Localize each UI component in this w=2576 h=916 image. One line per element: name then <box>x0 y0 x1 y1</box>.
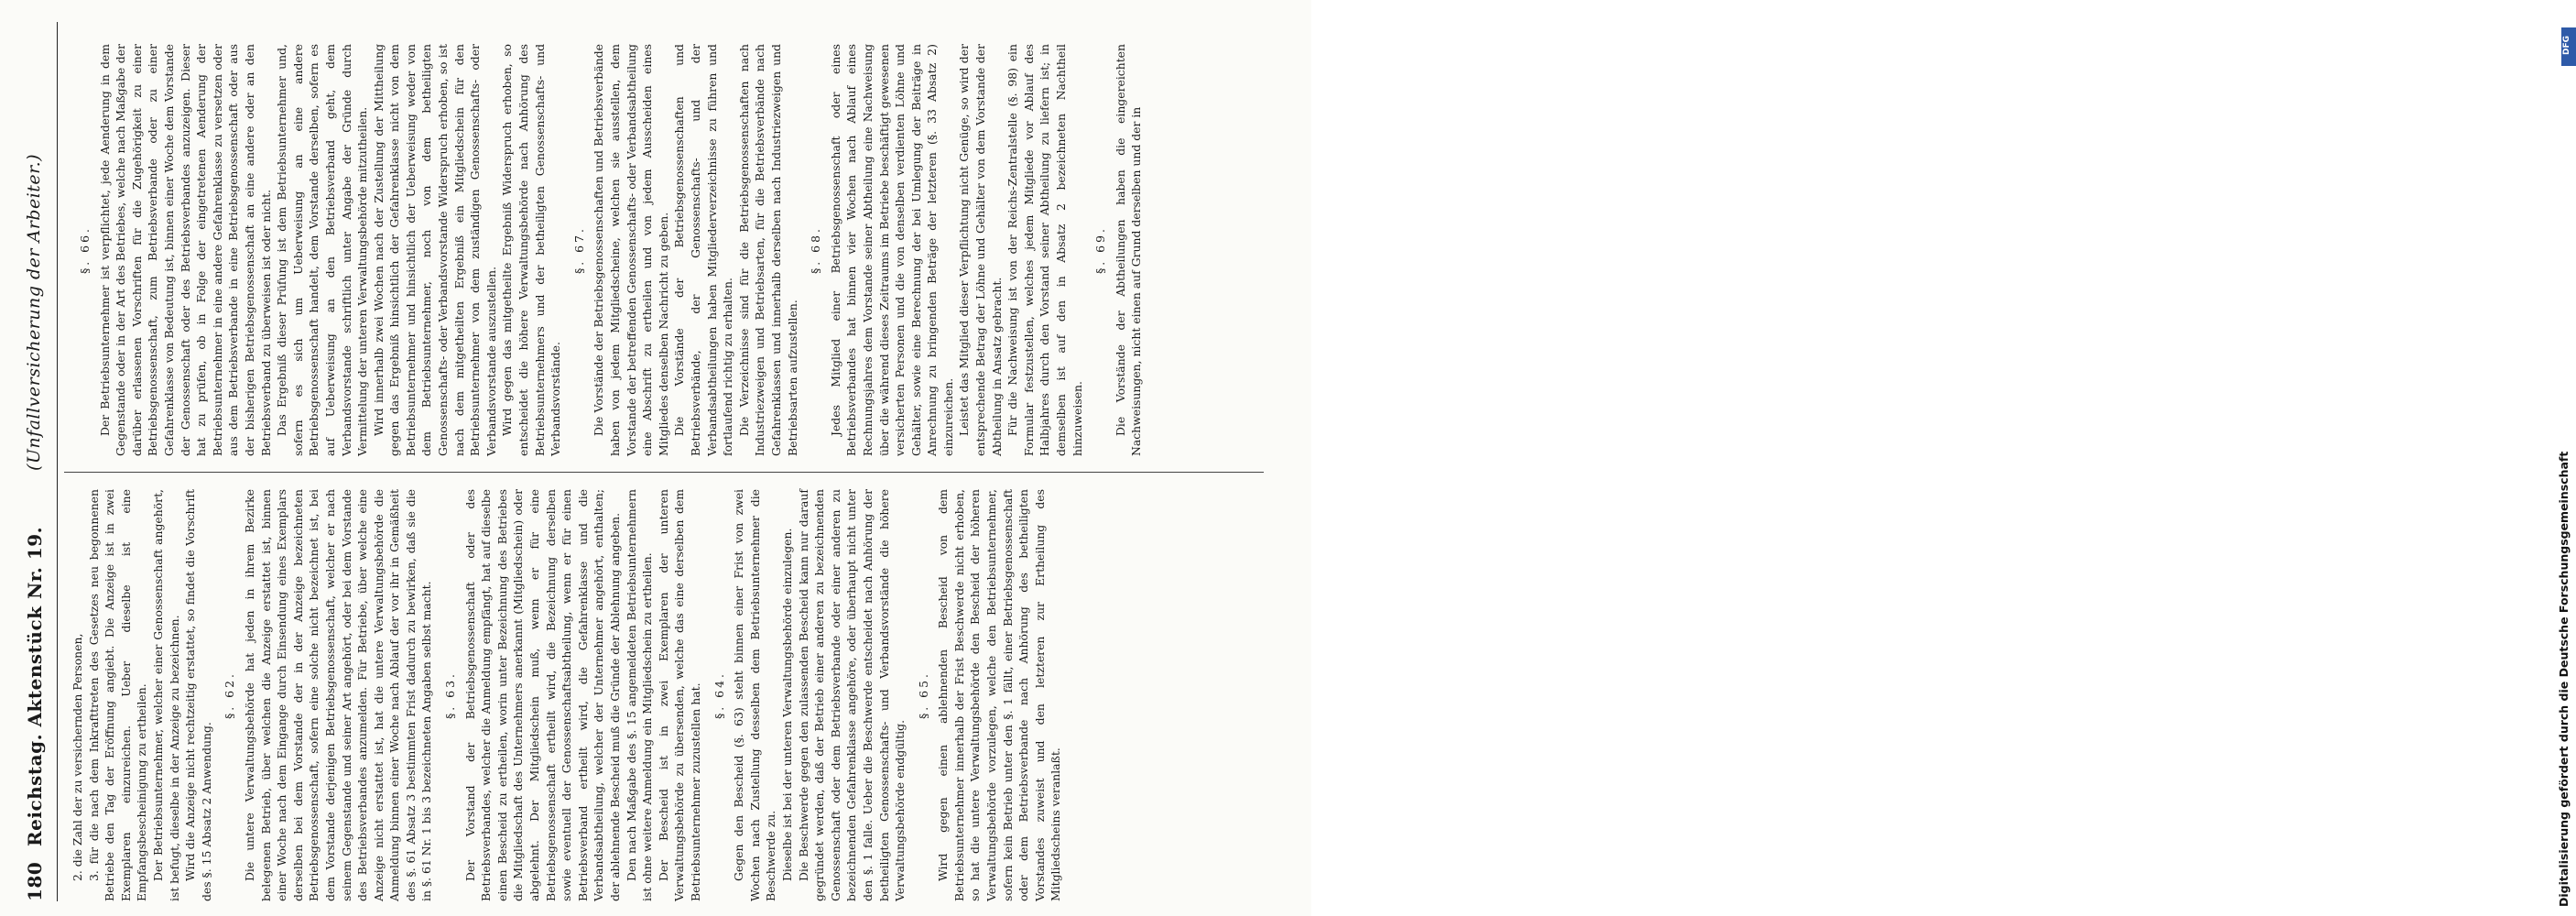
section-heading: §. 66. <box>78 226 92 274</box>
paragraph: Der Vorstand der Betriebsgenossenschaft oder des Betriebsverbandes, welcher die Anmeldung empfängt, hat auf dieselbe einen Bescheid zu ertheilen, worin unter Bezeichnung des Betriebes die Mitgliedschaft des Unternehmers anerkannt (Mitgliedschein) oder abgelehnt. Der Mitgliedschein muß, wenn er für eine Betriebsgenossenschaft ertheilt wird, die Bezeichnung derselben sowie eventuell der Genossenschaftsabtheilung, wenn er für einen Betriebsverband ertheilt wird, die Gefahrenklasse und die Verbandsabtheilung, welcher der Unternehmer angehört, enthalten; der ablehnende Bescheid muß die Gründe der Ablehnung angeben. <box>462 489 622 901</box>
paragraph: Der Bescheid ist in zwei Exemplaren der unteren Verwaltungsbehörde zu übersenden, welche das eine derselben dem Betriebsunternehmer zuzustellen hat. <box>656 489 702 901</box>
paragraph: Die Beschwerde gegen den zulassenden Bescheid kann nur darauf gegründet werden, daß der Betrieb einer anderen zu bezeichnenden Genossenschaft oder dem Betriebsverbande oder einer anderen zu bezeichnenden Gefahrenklasse angehöre, oder überhaupt nicht unter den §. 1 falle. Ueber die Beschwerde entscheidet nach Anhörung der betheiligten Genossenschafts- und Verbandsvorstände die höhere Verwaltungsbehörde endgültig. <box>796 489 908 901</box>
paragraph: Für die Nachweisung ist von der Reichs-Zentralstelle (§. 98) ein Formular festzustellen, welches jedem Mitgliede vor Ablauf des Halbjahres durch den Vorstand seiner Abtheilung zu liefern ist; in demselben ist auf den in Absatz 2 bezeichneten Nachtheil hinzuweisen. <box>1005 44 1084 456</box>
paragraph: Das Ergebniß dieser Prüfung ist dem Betriebsunternehmer und, sofern es sich um Ueberweisung an eine andere Betriebsgenossenschaft handelt, dem Vorstande derselben, sofern es auf Ueberweisung an den Betriebsverband geht, dem Verbandsvorstande schriftlich unter Angabe der Gründe durch Vermittelung der unteren Verwaltungsbehörde mitzutheilen. <box>275 44 370 456</box>
section-heading: §. 69. <box>1093 226 1108 274</box>
right-column <box>70 44 1145 456</box>
paragraph: Den nach Maßgabe des §. 15 angemeldeten Betriebsunternehmern ist ohne weitere Anmeldung ein Mitgliedschein zu ertheilen. <box>624 489 655 901</box>
scanned-sheet <box>13 22 1277 901</box>
paragraph: Gegen den Bescheid (§. 63) steht binnen einer Frist von zwei Wochen nach Zustellung desselben dem Betriebsunternehmer die Beschwerde zu. <box>732 489 778 901</box>
paragraph: Die untere Verwaltungsbehörde hat jeden in ihrem Bezirke belegenen Betrieb, über welchen die Anzeige erstattet ist, binnen einer Woche nach dem Eingange durch Einsendung eines Exemplars derselben bei dem Vorstande der in der Anzeige bezeichneten Betriebsgenossenschaft, sofern eine solche nicht bezeichnet ist, bei dem Vorstande derjenigen Betriebsgenossenschaft, welcher er nach seinem Gegenstande und seiner Art angehört, oder bei dem Vorstande des Betriebsverbandes anzumelden. Für Betriebe, über welche eine Anzeige nicht erstattet ist, hat die untere Verwaltungsbehörde die Anmeldung binnen einer Woche nach Ablauf der vor ihr in Gemäßheit des §. 61 Absatz 3 bestimmten Frist dadurch zu bewirken, daß sie die in §. 61 Nr. 1 bis 3 bezeichneten Angaben selbst macht. <box>242 489 434 901</box>
paragraph: 2. die Zahl der zu versichernden Personen, <box>71 633 84 881</box>
page-title: Reichstag. Aktenstück Nr. 19. <box>24 526 46 846</box>
section-heading: §. 63. <box>443 671 458 719</box>
paragraph: Die Vorstände der Betriebsgenossenschaften und Betriebsverbände, der Genossenschafts- und der Verbandsabtheilungen haben Mitgliederverzeichnisse zu führen und fortlaufend richtig zu erhalten. <box>672 44 735 456</box>
section-heading: §. 68. <box>809 226 823 274</box>
section-heading: §. 64. <box>712 671 726 719</box>
paragraph: Die Vorstände der Betriebsgenossenschaften und Betriebsverbände haben von jedem Mitgliedscheine, welchen sie ausstellen, dem Vorstande der betreffenden Genossenschafts- oder Verbandsabtheilung eine Abschrift zu ertheilen und von jedem Ausscheiden eines Mitgliedes denselben Nachricht zu geben. <box>592 44 670 456</box>
dfg-logo <box>2561 27 2576 66</box>
left-column <box>70 489 1064 901</box>
paragraph: Wird die Anzeige nicht rechtzeitig erstattet, so findet die Vorschrift des §. 15 Absatz 2 Anwendung. <box>183 489 213 901</box>
paragraph: Der Betriebsunternehmer ist verpflichtet, jede Aenderung in dem Gegenstande oder in der Art des Betriebes, welche nach Maßgabe der darüber erlassenen Vorschriften für die Zugehörigkeit zu einer Betriebsgenossenschaft, zum Betriebsverbande oder zu einer Gefahrenklasse von Bedeutung ist, binnen einer Woche dem Vorstande der Genossenschaft oder des Betriebsverbandes anzuzeigen. Dieser hat zu prüfen, ob in Folge der eingetretenen Aenderung der Betriebsunternehmer in eine andere Gefahrenklasse zu versetzen oder aus dem Betriebsverbande in eine Betriebsgenossenschaft oder aus der bisherigen Betriebsgenossenschaft an eine andere oder an den Betriebsverband zu überweisen ist oder nicht. <box>97 44 273 456</box>
dfg-logo-text: DFG <box>2562 35 2571 55</box>
digitization-credit: Digitalisierung gefördert durch die Deutsche Forschungsgemeinschaft <box>2557 451 2571 907</box>
paragraph: Dieselbe ist bei der unteren Verwaltungsbehörde einzulegen. <box>779 528 794 881</box>
page-subtitle: (Unfallversicherung der Arbeiter.) <box>24 153 44 471</box>
header-rule <box>57 22 58 901</box>
page-header <box>22 22 53 901</box>
section-heading: §. 67. <box>571 226 586 274</box>
paragraph: Der Betriebsunternehmer, welcher einer Genossenschaft angehört, ist befugt, dieselbe in der Anzeige zu bezeichnen. <box>150 489 181 901</box>
paragraph: Wird innerhalb zwei Wochen nach der Zustellung der Mittheilung gegen das Ergebniß hinsichtlich der Gefahrenklasse nicht von dem Betriebsunternehmer und hinsichtlich der Ueberweisung weder von dem Betriebsunternehmer, noch von dem betheiligten Genossenschafts- oder Verbandsvorstande Widerspruch erhoben, so ist nach dem mitgetheilten Ergebniß ein Mitgliedschein für den Betriebsunternehmer von dem zuständigen Genossenschafts- oder Verbandsvorstande auszustellen. <box>371 44 498 456</box>
paragraph: Jedes Mitglied einer Betriebsgenossenschaft oder eines Betriebsverbandes hat binnen vier Wochen nach Ablauf eines Rechnungsjahres dem Vorstande seiner Abtheilung eine Nachweisung über die während dieses Zeitraums im Betriebe beschäftigt gewesenen versicherten Personen und die von denselben verdienten Löhne und Gehälter, sowie eine Berechnung der bei Umlegung der Beiträge in Anrechnung zu bringenden Beträge der letzteren (§. 33 Absatz 2) einzureichen. <box>828 44 955 456</box>
column-divider <box>64 472 1264 473</box>
section-heading: §. 62. <box>223 671 237 719</box>
paragraph: Die Verzeichnisse sind für die Betriebsgenossenschaften nach Industriezweigen und Betriebsarten, für die Betriebsverbände nach Gefahrenklassen und innerhalb derselben nach Industriezweigen und Betriebsarten aufzustellen. <box>736 44 799 456</box>
paragraph: Die Vorstände der Abtheilungen haben die eingereichten Nachweisungen, nicht einen auf Grund derselben und der in <box>1113 44 1144 456</box>
paragraph: Leistet das Mitglied dieser Verpflichtung nicht Genüge, so wird der entsprechende Betrag der Löhne und Gehälter von dem Vorstande der Abtheilung in Ansatz gebracht. <box>957 44 1004 456</box>
paragraph: Wird gegen einen ablehnenden Bescheid von dem Betriebsunternehmer innerhalb der Frist Beschwerde nicht erhoben, so hat die untere Verwaltungsbehörde den Bescheid der höheren Verwaltungsbehörde vorzulegen, welche den Betriebsunternehmer, sofern kein Betrieb unter den §. 1 fällt, einer Betriebsgenossenschaft oder dem Betriebsverbande nach Anhörung des betheiligten Vorstandes zuweist und den letzteren zur Ertheilung des Mitgliedscheins veranlaßt. <box>936 489 1063 901</box>
paragraph: 3. für die nach dem Inkrafttreten des Gesetzes neu begonnenen Betriebe den Tag der Eröffnung angiebt. Die Anzeige ist in zwei Exemplaren einzureichen. Ueber dieselbe ist eine Empfangsbescheinigung zu ertheilen. <box>86 489 149 901</box>
digitization-sidebar <box>1273 0 2571 916</box>
page-number: 180 <box>24 861 46 901</box>
section-heading: §. 65. <box>916 671 930 719</box>
paragraph: Wird gegen das mitgetheilte Ergebniß Widerspruch erhoben, so entscheidet die höhere Verwaltungsbehörde nach Anhörung des Betriebsunternehmers und der betheiligten Genossenschafts- und Verbandsvorstände. <box>500 44 563 456</box>
